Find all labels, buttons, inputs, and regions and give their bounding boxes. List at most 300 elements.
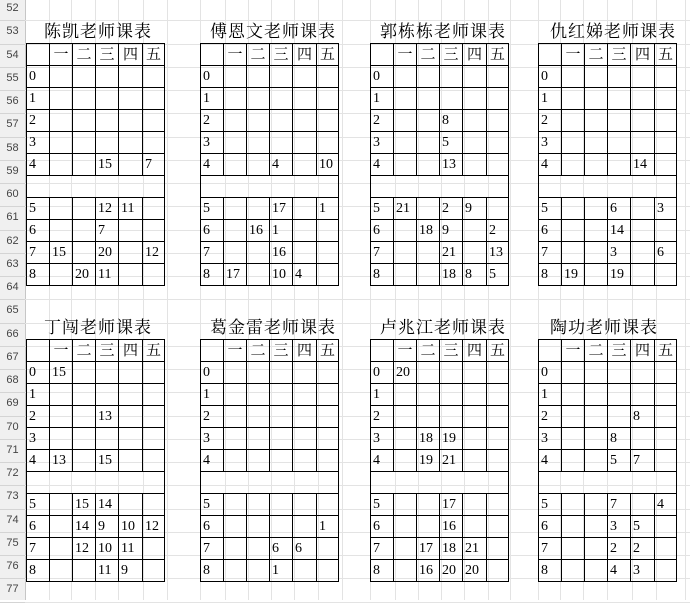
- class-cell[interactable]: [417, 154, 440, 176]
- period-cell[interactable]: 6: [27, 516, 50, 538]
- period-cell[interactable]: [27, 472, 50, 494]
- class-cell[interactable]: [562, 494, 585, 516]
- class-cell[interactable]: [224, 198, 247, 220]
- period-cell[interactable]: 2: [27, 406, 50, 428]
- period-cell[interactable]: 0: [539, 362, 562, 384]
- class-cell[interactable]: [247, 66, 270, 88]
- class-cell[interactable]: [270, 362, 293, 384]
- period-cell[interactable]: 2: [371, 110, 394, 132]
- timetable-title[interactable]: 卢兆江老师课表: [380, 318, 506, 337]
- class-cell[interactable]: [394, 472, 417, 494]
- class-cell[interactable]: [655, 176, 677, 198]
- day-header-cell[interactable]: 五: [317, 44, 339, 66]
- class-cell[interactable]: [96, 472, 119, 494]
- period-cell[interactable]: 3: [201, 428, 224, 450]
- class-cell[interactable]: [487, 88, 509, 110]
- class-cell[interactable]: [317, 264, 339, 286]
- period-cell[interactable]: 1: [539, 384, 562, 406]
- class-cell[interactable]: [247, 384, 270, 406]
- row-number[interactable]: 64: [6, 281, 19, 293]
- class-cell[interactable]: 7: [143, 154, 165, 176]
- class-cell[interactable]: 3: [608, 242, 631, 264]
- class-cell[interactable]: [293, 384, 317, 406]
- row-number[interactable]: 62: [6, 234, 19, 247]
- class-cell[interactable]: [317, 494, 339, 516]
- class-cell[interactable]: [463, 516, 487, 538]
- period-cell[interactable]: [371, 472, 394, 494]
- class-cell[interactable]: [224, 450, 247, 472]
- class-cell[interactable]: [73, 384, 96, 406]
- class-cell[interactable]: [73, 428, 96, 450]
- period-cell[interactable]: 5: [27, 198, 50, 220]
- day-header-cell[interactable]: 三: [270, 340, 293, 362]
- class-cell[interactable]: 16: [417, 560, 440, 582]
- class-cell[interactable]: 4: [270, 154, 293, 176]
- class-cell[interactable]: [631, 264, 655, 286]
- class-cell[interactable]: [463, 132, 487, 154]
- day-header-cell[interactable]: 二: [247, 340, 270, 362]
- class-cell[interactable]: [562, 220, 585, 242]
- class-cell[interactable]: [224, 560, 247, 582]
- class-cell[interactable]: [585, 450, 608, 472]
- class-cell[interactable]: 6: [608, 198, 631, 220]
- class-cell[interactable]: [224, 66, 247, 88]
- class-cell[interactable]: [440, 384, 463, 406]
- class-cell[interactable]: [119, 242, 143, 264]
- day-header-cell[interactable]: 二: [73, 340, 96, 362]
- class-cell[interactable]: 8: [463, 264, 487, 286]
- corner-cell[interactable]: [539, 44, 562, 66]
- period-cell[interactable]: 8: [539, 560, 562, 582]
- period-cell[interactable]: 3: [27, 132, 50, 154]
- class-cell[interactable]: [417, 472, 440, 494]
- class-cell[interactable]: [317, 406, 339, 428]
- class-cell[interactable]: [317, 176, 339, 198]
- class-cell[interactable]: [417, 110, 440, 132]
- class-cell[interactable]: [50, 428, 73, 450]
- class-cell[interactable]: [293, 220, 317, 242]
- class-cell[interactable]: [270, 384, 293, 406]
- row-number[interactable]: 58: [6, 141, 19, 154]
- corner-cell[interactable]: [201, 44, 224, 66]
- class-cell[interactable]: [585, 560, 608, 582]
- period-cell[interactable]: 0: [27, 66, 50, 88]
- class-cell[interactable]: [270, 66, 293, 88]
- class-cell[interactable]: [440, 362, 463, 384]
- row-number[interactable]: 69: [6, 397, 19, 410]
- class-cell[interactable]: 13: [440, 154, 463, 176]
- class-cell[interactable]: [585, 472, 608, 494]
- class-cell[interactable]: [143, 494, 165, 516]
- corner-cell[interactable]: [539, 340, 562, 362]
- class-cell[interactable]: [119, 220, 143, 242]
- class-cell[interactable]: 13: [96, 406, 119, 428]
- row-number[interactable]: 52: [6, 2, 19, 14]
- day-header-cell[interactable]: 四: [119, 44, 143, 66]
- class-cell[interactable]: [143, 220, 165, 242]
- class-cell[interactable]: [96, 428, 119, 450]
- class-cell[interactable]: [293, 428, 317, 450]
- class-cell[interactable]: [487, 560, 509, 582]
- class-cell[interactable]: [394, 242, 417, 264]
- class-cell[interactable]: [608, 406, 631, 428]
- class-cell[interactable]: [394, 406, 417, 428]
- class-cell[interactable]: [631, 242, 655, 264]
- day-header-cell[interactable]: 二: [585, 44, 608, 66]
- class-cell[interactable]: [293, 472, 317, 494]
- class-cell[interactable]: [585, 88, 608, 110]
- class-cell[interactable]: 1: [270, 560, 293, 582]
- class-cell[interactable]: [585, 154, 608, 176]
- class-cell[interactable]: [293, 132, 317, 154]
- class-cell[interactable]: [317, 362, 339, 384]
- class-cell[interactable]: [50, 384, 73, 406]
- class-cell[interactable]: [143, 560, 165, 582]
- period-cell[interactable]: 4: [201, 450, 224, 472]
- class-cell[interactable]: [143, 362, 165, 384]
- class-cell[interactable]: [585, 428, 608, 450]
- class-cell[interactable]: [270, 110, 293, 132]
- period-cell[interactable]: 4: [27, 450, 50, 472]
- row-number[interactable]: 68: [6, 374, 19, 386]
- class-cell[interactable]: [631, 428, 655, 450]
- class-cell[interactable]: 4: [293, 264, 317, 286]
- class-cell[interactable]: [562, 384, 585, 406]
- class-cell[interactable]: [631, 198, 655, 220]
- period-cell[interactable]: 0: [371, 362, 394, 384]
- period-cell[interactable]: 2: [27, 110, 50, 132]
- row-number[interactable]: 60: [6, 188, 19, 200]
- class-cell[interactable]: 12: [143, 516, 165, 538]
- class-cell[interactable]: [73, 220, 96, 242]
- class-cell[interactable]: 7: [608, 494, 631, 516]
- class-cell[interactable]: [585, 384, 608, 406]
- class-cell[interactable]: 9: [119, 560, 143, 582]
- class-cell[interactable]: [655, 384, 677, 406]
- class-cell[interactable]: [73, 176, 96, 198]
- class-cell[interactable]: 5: [608, 450, 631, 472]
- day-header-cell[interactable]: 五: [655, 44, 677, 66]
- class-cell[interactable]: 16: [440, 516, 463, 538]
- row-number[interactable]: 61: [6, 211, 19, 224]
- period-cell[interactable]: 7: [371, 242, 394, 264]
- class-cell[interactable]: [73, 362, 96, 384]
- class-cell[interactable]: [655, 428, 677, 450]
- class-cell[interactable]: [394, 538, 417, 560]
- class-cell[interactable]: [293, 516, 317, 538]
- day-header-cell[interactable]: 四: [293, 340, 317, 362]
- class-cell[interactable]: [585, 110, 608, 132]
- class-cell[interactable]: [317, 428, 339, 450]
- day-header-cell[interactable]: 五: [487, 44, 509, 66]
- class-cell[interactable]: [655, 220, 677, 242]
- class-cell[interactable]: 6: [270, 538, 293, 560]
- class-cell[interactable]: [119, 450, 143, 472]
- period-cell[interactable]: 0: [27, 362, 50, 384]
- day-header-cell[interactable]: 一: [562, 44, 585, 66]
- period-cell[interactable]: 2: [201, 406, 224, 428]
- day-header-cell[interactable]: 二: [585, 340, 608, 362]
- period-cell[interactable]: 4: [27, 154, 50, 176]
- period-cell[interactable]: 1: [201, 384, 224, 406]
- class-cell[interactable]: [270, 472, 293, 494]
- class-cell[interactable]: [247, 538, 270, 560]
- class-cell[interactable]: [50, 494, 73, 516]
- corner-cell[interactable]: [201, 340, 224, 362]
- class-cell[interactable]: [96, 110, 119, 132]
- class-cell[interactable]: 8: [608, 428, 631, 450]
- class-cell[interactable]: 18: [417, 428, 440, 450]
- class-cell[interactable]: [317, 88, 339, 110]
- class-cell[interactable]: [50, 88, 73, 110]
- period-cell[interactable]: 7: [27, 242, 50, 264]
- class-cell[interactable]: [394, 176, 417, 198]
- class-cell[interactable]: 3: [655, 198, 677, 220]
- class-cell[interactable]: 10: [317, 154, 339, 176]
- class-cell[interactable]: 19: [440, 428, 463, 450]
- period-cell[interactable]: 0: [201, 362, 224, 384]
- period-cell[interactable]: 7: [539, 242, 562, 264]
- period-cell[interactable]: 2: [201, 110, 224, 132]
- period-cell[interactable]: 1: [201, 88, 224, 110]
- class-cell[interactable]: [224, 220, 247, 242]
- day-header-cell[interactable]: 五: [487, 340, 509, 362]
- class-cell[interactable]: [655, 132, 677, 154]
- class-cell[interactable]: [247, 560, 270, 582]
- class-cell[interactable]: 21: [394, 198, 417, 220]
- class-cell[interactable]: [96, 88, 119, 110]
- class-cell[interactable]: 11: [119, 538, 143, 560]
- row-number[interactable]: 53: [6, 25, 19, 38]
- class-cell[interactable]: [655, 264, 677, 286]
- class-cell[interactable]: [562, 406, 585, 428]
- day-header-cell[interactable]: 四: [631, 44, 655, 66]
- class-cell[interactable]: 11: [96, 560, 119, 582]
- period-cell[interactable]: 6: [201, 516, 224, 538]
- period-cell[interactable]: 1: [371, 384, 394, 406]
- class-cell[interactable]: 1: [317, 516, 339, 538]
- period-cell[interactable]: 2: [371, 406, 394, 428]
- class-cell[interactable]: [585, 264, 608, 286]
- row-number[interactable]: 63: [6, 257, 19, 270]
- period-cell[interactable]: 8: [371, 560, 394, 582]
- class-cell[interactable]: [224, 516, 247, 538]
- class-cell[interactable]: 2: [631, 538, 655, 560]
- class-cell[interactable]: 7: [631, 450, 655, 472]
- class-cell[interactable]: [270, 494, 293, 516]
- period-cell[interactable]: [201, 176, 224, 198]
- corner-cell[interactable]: [27, 340, 50, 362]
- day-header-cell[interactable]: 三: [440, 340, 463, 362]
- class-cell[interactable]: [293, 406, 317, 428]
- class-cell[interactable]: [317, 384, 339, 406]
- class-cell[interactable]: 10: [119, 516, 143, 538]
- period-cell[interactable]: [371, 176, 394, 198]
- row-number[interactable]: 77: [6, 583, 19, 596]
- row-number[interactable]: 57: [6, 118, 19, 131]
- class-cell[interactable]: [562, 88, 585, 110]
- class-cell[interactable]: 10: [96, 538, 119, 560]
- class-cell[interactable]: [224, 472, 247, 494]
- class-cell[interactable]: [487, 198, 509, 220]
- class-cell[interactable]: 16: [247, 220, 270, 242]
- class-cell[interactable]: 21: [463, 538, 487, 560]
- class-cell[interactable]: [394, 132, 417, 154]
- class-cell[interactable]: [247, 198, 270, 220]
- period-cell[interactable]: 1: [27, 384, 50, 406]
- class-cell[interactable]: [608, 384, 631, 406]
- class-cell[interactable]: [394, 110, 417, 132]
- class-cell[interactable]: [247, 154, 270, 176]
- class-cell[interactable]: 9: [463, 198, 487, 220]
- class-cell[interactable]: [463, 362, 487, 384]
- class-cell[interactable]: [417, 88, 440, 110]
- period-cell[interactable]: 6: [539, 516, 562, 538]
- period-cell[interactable]: 6: [27, 220, 50, 242]
- class-cell[interactable]: 15: [96, 450, 119, 472]
- class-cell[interactable]: [317, 110, 339, 132]
- day-header-cell[interactable]: 五: [317, 340, 339, 362]
- class-cell[interactable]: 2: [440, 198, 463, 220]
- class-cell[interactable]: 21: [440, 242, 463, 264]
- class-cell[interactable]: [440, 406, 463, 428]
- class-cell[interactable]: [224, 242, 247, 264]
- class-cell[interactable]: [293, 110, 317, 132]
- period-cell[interactable]: 5: [371, 494, 394, 516]
- class-cell[interactable]: [394, 220, 417, 242]
- class-cell[interactable]: [417, 66, 440, 88]
- class-cell[interactable]: [143, 88, 165, 110]
- class-cell[interactable]: [417, 494, 440, 516]
- class-cell[interactable]: [96, 362, 119, 384]
- class-cell[interactable]: [247, 264, 270, 286]
- class-cell[interactable]: 9: [440, 220, 463, 242]
- class-cell[interactable]: [562, 516, 585, 538]
- class-cell[interactable]: [562, 242, 585, 264]
- class-cell[interactable]: [631, 88, 655, 110]
- day-header-cell[interactable]: 五: [655, 340, 677, 362]
- class-cell[interactable]: [50, 66, 73, 88]
- row-number[interactable]: 54: [6, 48, 19, 61]
- class-cell[interactable]: [73, 110, 96, 132]
- class-cell[interactable]: [293, 88, 317, 110]
- class-cell[interactable]: [463, 428, 487, 450]
- class-cell[interactable]: [96, 66, 119, 88]
- class-cell[interactable]: [50, 220, 73, 242]
- class-cell[interactable]: [463, 66, 487, 88]
- class-cell[interactable]: 2: [487, 220, 509, 242]
- class-cell[interactable]: 12: [96, 198, 119, 220]
- class-cell[interactable]: [585, 66, 608, 88]
- period-cell[interactable]: [27, 176, 50, 198]
- period-cell[interactable]: 7: [27, 538, 50, 560]
- timetable-title[interactable]: 陈凯老师课表: [44, 22, 152, 41]
- class-cell[interactable]: [562, 176, 585, 198]
- class-cell[interactable]: [631, 220, 655, 242]
- class-cell[interactable]: 15: [50, 362, 73, 384]
- day-header-cell[interactable]: 五: [143, 44, 165, 66]
- class-cell[interactable]: [317, 242, 339, 264]
- class-cell[interactable]: [631, 362, 655, 384]
- class-cell[interactable]: 15: [73, 494, 96, 516]
- class-cell[interactable]: 17: [417, 538, 440, 560]
- class-cell[interactable]: [417, 384, 440, 406]
- class-cell[interactable]: [119, 384, 143, 406]
- period-cell[interactable]: 5: [201, 494, 224, 516]
- class-cell[interactable]: [631, 176, 655, 198]
- class-cell[interactable]: [562, 66, 585, 88]
- class-cell[interactable]: [247, 494, 270, 516]
- class-cell[interactable]: 17: [270, 198, 293, 220]
- class-cell[interactable]: [487, 494, 509, 516]
- class-cell[interactable]: [585, 362, 608, 384]
- class-cell[interactable]: [487, 472, 509, 494]
- class-cell[interactable]: [394, 66, 417, 88]
- class-cell[interactable]: [119, 472, 143, 494]
- class-cell[interactable]: [224, 154, 247, 176]
- class-cell[interactable]: 5: [631, 516, 655, 538]
- class-cell[interactable]: 14: [608, 220, 631, 242]
- class-cell[interactable]: 5: [440, 132, 463, 154]
- row-number[interactable]: 72: [6, 467, 19, 479]
- class-cell[interactable]: [417, 242, 440, 264]
- class-cell[interactable]: [50, 560, 73, 582]
- class-cell[interactable]: [317, 66, 339, 88]
- day-header-cell[interactable]: 一: [50, 340, 73, 362]
- class-cell[interactable]: [440, 88, 463, 110]
- class-cell[interactable]: [293, 198, 317, 220]
- class-cell[interactable]: [293, 66, 317, 88]
- class-cell[interactable]: 17: [440, 494, 463, 516]
- row-number[interactable]: 56: [6, 95, 19, 107]
- class-cell[interactable]: [270, 450, 293, 472]
- class-cell[interactable]: [270, 176, 293, 198]
- class-cell[interactable]: [50, 472, 73, 494]
- class-cell[interactable]: [317, 560, 339, 582]
- row-number[interactable]: 66: [6, 327, 19, 340]
- row-number[interactable]: 75: [6, 536, 19, 549]
- class-cell[interactable]: [608, 88, 631, 110]
- class-cell[interactable]: 14: [96, 494, 119, 516]
- period-cell[interactable]: 3: [201, 132, 224, 154]
- class-cell[interactable]: 9: [96, 516, 119, 538]
- class-cell[interactable]: [73, 560, 96, 582]
- class-cell[interactable]: [463, 384, 487, 406]
- period-cell[interactable]: 6: [201, 220, 224, 242]
- day-header-cell[interactable]: 三: [608, 44, 631, 66]
- timetable-title[interactable]: 陶功老师课表: [550, 318, 658, 337]
- class-cell[interactable]: [440, 66, 463, 88]
- class-cell[interactable]: [247, 362, 270, 384]
- day-header-cell[interactable]: 二: [417, 340, 440, 362]
- class-cell[interactable]: 12: [143, 242, 165, 264]
- class-cell[interactable]: [73, 242, 96, 264]
- class-cell[interactable]: [119, 406, 143, 428]
- day-header-cell[interactable]: 一: [394, 44, 417, 66]
- period-cell[interactable]: 0: [201, 66, 224, 88]
- class-cell[interactable]: [417, 176, 440, 198]
- class-cell[interactable]: [463, 494, 487, 516]
- class-cell[interactable]: [440, 176, 463, 198]
- class-cell[interactable]: [119, 154, 143, 176]
- timetable-title[interactable]: 丁闯老师课表: [44, 318, 152, 337]
- class-cell[interactable]: 3: [631, 560, 655, 582]
- class-cell[interactable]: [247, 406, 270, 428]
- period-cell[interactable]: 8: [27, 264, 50, 286]
- class-cell[interactable]: [463, 88, 487, 110]
- class-cell[interactable]: [487, 110, 509, 132]
- row-number[interactable]: 73: [6, 490, 19, 503]
